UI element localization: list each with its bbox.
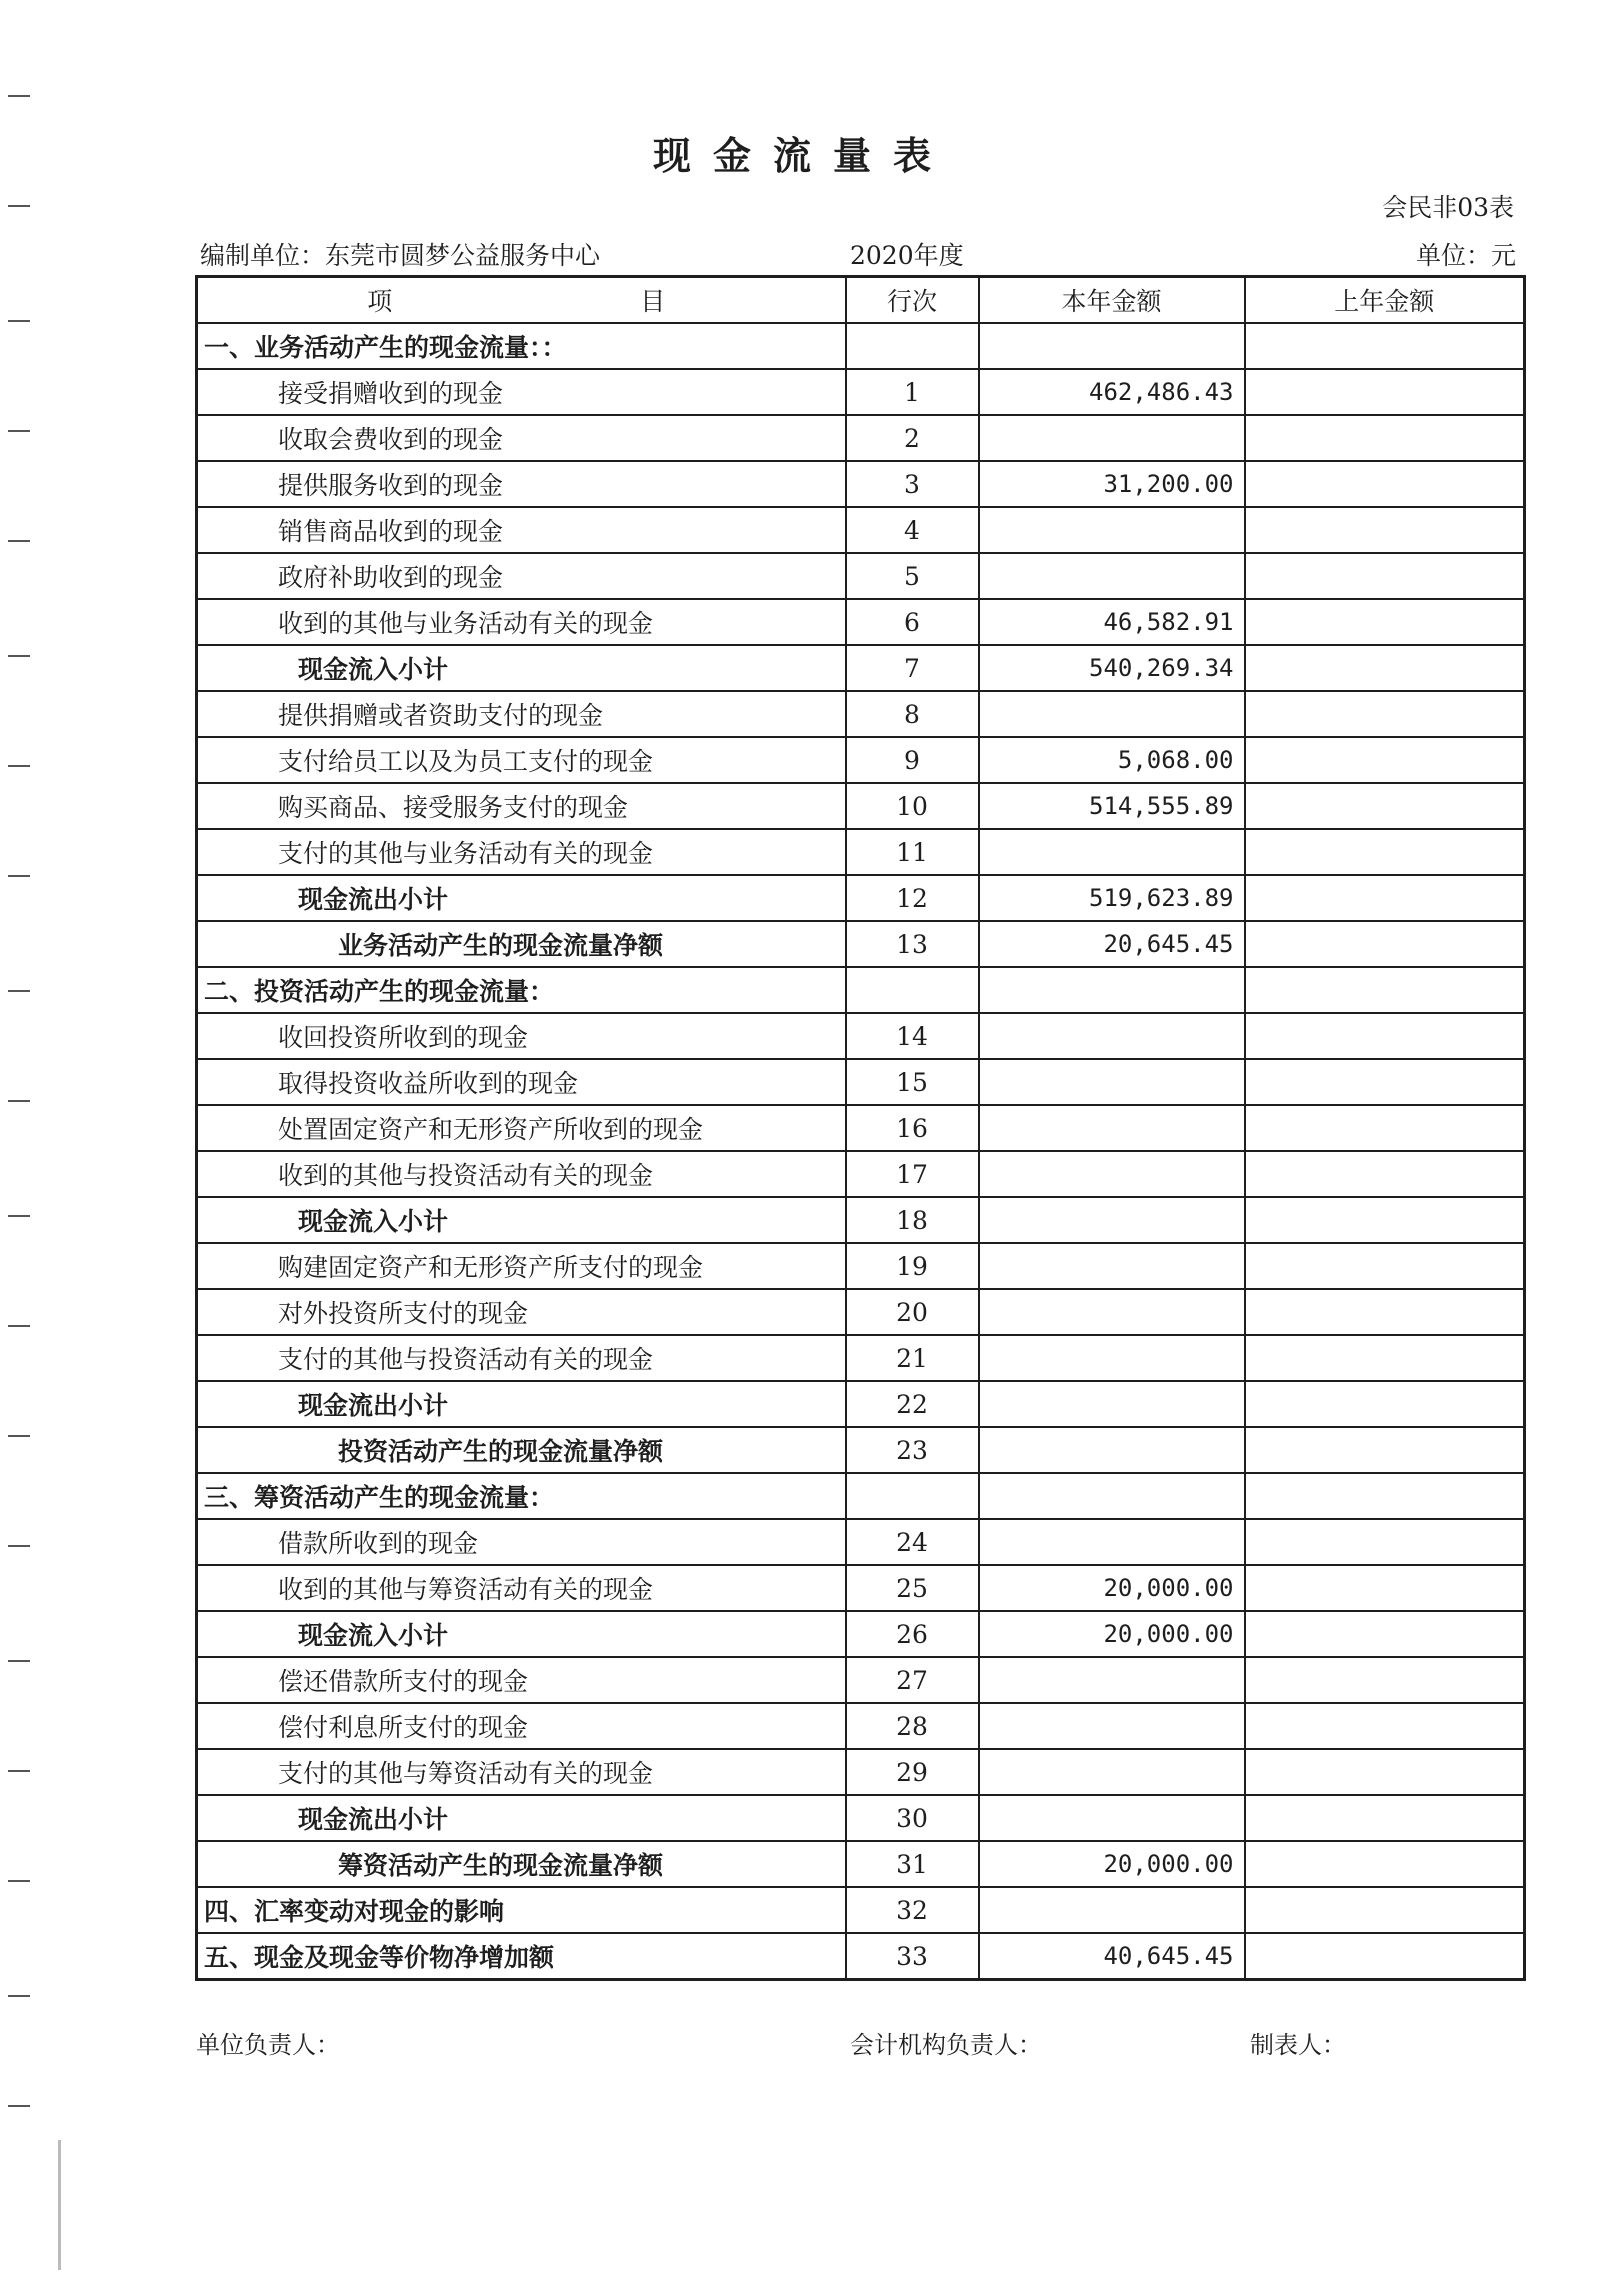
preparing-unit: 编制单位：东莞市圆梦公益服务中心: [200, 241, 601, 270]
scan-margin-mark: [8, 1325, 30, 1327]
row-current-amount: [979, 415, 1245, 461]
currency-unit: 单位：元: [1415, 241, 1516, 270]
row-line-number: 7: [846, 645, 979, 691]
scan-margin-mark: [8, 205, 30, 207]
scan-margin-mark: [8, 1880, 30, 1882]
scan-margin-mark: [8, 990, 30, 992]
table-row: [197, 507, 1525, 553]
row-current-amount: [979, 1749, 1245, 1795]
table-row: [197, 1611, 1525, 1657]
row-previous-amount: [1245, 1887, 1525, 1933]
unit-head-signature: 单位负责人：: [196, 2031, 340, 2059]
row-line-number: [846, 323, 979, 369]
row-line-number: 29: [846, 1749, 979, 1795]
table-row: [197, 1427, 1525, 1473]
scan-margin-mark: [8, 320, 30, 322]
binding-edge: [58, 2140, 61, 2270]
row-item-label: 收取会费收到的现金: [197, 415, 846, 461]
table-row: [197, 1703, 1525, 1749]
table-row: [197, 369, 1525, 415]
column-header-current: 本年金额: [979, 277, 1245, 324]
row-line-number: [846, 1473, 979, 1519]
row-previous-amount: [1245, 829, 1525, 875]
row-item-label: 支付的其他与筹资活动有关的现金: [197, 1749, 846, 1795]
row-item-label: 现金流入小计: [197, 645, 846, 691]
row-item-label: 政府补助收到的现金: [197, 553, 846, 599]
row-previous-amount: [1245, 1565, 1525, 1611]
row-current-amount: [979, 829, 1245, 875]
row-current-amount: [979, 1795, 1245, 1841]
row-item-label: 投资活动产生的现金流量净额: [197, 1427, 846, 1473]
row-line-number: 1: [846, 369, 979, 415]
row-line-number: 5: [846, 553, 979, 599]
scan-margin-mark: [8, 95, 30, 97]
row-line-number: 16: [846, 1105, 979, 1151]
row-previous-amount: [1245, 1013, 1525, 1059]
table-row: [197, 1795, 1525, 1841]
row-item-label: 现金流入小计: [197, 1197, 846, 1243]
page-title: 现金流量表: [652, 133, 953, 178]
row-item-label: 提供服务收到的现金: [197, 461, 846, 507]
row-current-amount: [979, 1013, 1245, 1059]
row-line-number: 9: [846, 737, 979, 783]
row-previous-amount: [1245, 1105, 1525, 1151]
scan-margin-mark: [8, 1435, 30, 1437]
row-previous-amount: [1245, 1381, 1525, 1427]
row-current-amount: [979, 1519, 1245, 1565]
row-current-amount: [979, 553, 1245, 599]
scan-margin-mark: [8, 1100, 30, 1102]
table-row: [197, 783, 1525, 829]
scan-margin-mark: [8, 1770, 30, 1772]
row-current-amount: [979, 967, 1245, 1013]
table-row: [197, 645, 1525, 691]
row-item-label: 取得投资收益所收到的现金: [197, 1059, 846, 1105]
row-line-number: 14: [846, 1013, 979, 1059]
row-line-number: 13: [846, 921, 979, 967]
form-code: 会民非03表: [1382, 193, 1514, 222]
row-item-label: 接受捐赠收到的现金: [197, 369, 846, 415]
row-current-amount: 540,269.34: [979, 645, 1245, 691]
row-item-label: 支付给员工以及为员工支付的现金: [197, 737, 846, 783]
row-previous-amount: [1245, 967, 1525, 1013]
row-current-amount: 20,000.00: [979, 1611, 1245, 1657]
row-previous-amount: [1245, 691, 1525, 737]
row-previous-amount: [1245, 1703, 1525, 1749]
table-row: [197, 1197, 1525, 1243]
table-row: [197, 921, 1525, 967]
row-item-label: 购建固定资产和无形资产所支付的现金: [197, 1243, 846, 1289]
row-item-label: 现金流入小计: [197, 1611, 846, 1657]
table-row: [197, 1887, 1525, 1933]
scan-margin-mark: [8, 1995, 30, 1997]
cash-flow-table: [195, 275, 1526, 1981]
row-line-number: 25: [846, 1565, 979, 1611]
row-previous-amount: [1245, 645, 1525, 691]
table-row: [197, 1289, 1525, 1335]
row-current-amount: 514,555.89: [979, 783, 1245, 829]
table-row: [197, 1749, 1525, 1795]
scan-margin-mark: [8, 1660, 30, 1662]
row-previous-amount: [1245, 1059, 1525, 1105]
row-current-amount: 20,000.00: [979, 1841, 1245, 1887]
row-item-label: 现金流出小计: [197, 875, 846, 921]
row-item-label: 收回投资所收到的现金: [197, 1013, 846, 1059]
row-line-number: 22: [846, 1381, 979, 1427]
scan-margin-mark: [8, 1215, 30, 1217]
row-line-number: [846, 967, 979, 1013]
row-item-label: 支付的其他与业务活动有关的现金: [197, 829, 846, 875]
row-item-label: 二、投资活动产生的现金流量：: [197, 967, 846, 1013]
row-item-label: 现金流出小计: [197, 1381, 846, 1427]
table-row: [197, 553, 1525, 599]
row-previous-amount: [1245, 1611, 1525, 1657]
row-previous-amount: [1245, 1289, 1525, 1335]
scan-margin-mark: [8, 875, 30, 877]
row-item-label: 一、业务活动产生的现金流量：：: [197, 323, 846, 369]
row-current-amount: [979, 1473, 1245, 1519]
row-current-amount: [979, 1289, 1245, 1335]
column-header-item: 项 目: [197, 277, 846, 324]
table-row: [197, 1335, 1525, 1381]
table-row: [197, 461, 1525, 507]
table-row: [197, 1841, 1525, 1887]
table-row: [197, 691, 1525, 737]
row-current-amount: [979, 1151, 1245, 1197]
row-previous-amount: [1245, 1473, 1525, 1519]
row-previous-amount: [1245, 1427, 1525, 1473]
row-previous-amount: [1245, 507, 1525, 553]
row-line-number: 10: [846, 783, 979, 829]
row-item-label: 处置固定资产和无形资产所收到的现金: [197, 1105, 846, 1151]
row-current-amount: [979, 1105, 1245, 1151]
row-current-amount: [979, 1243, 1245, 1289]
row-previous-amount: [1245, 737, 1525, 783]
row-line-number: 4: [846, 507, 979, 553]
row-current-amount: [979, 1335, 1245, 1381]
row-line-number: 31: [846, 1841, 979, 1887]
row-line-number: 20: [846, 1289, 979, 1335]
table-row: [197, 1473, 1525, 1519]
row-previous-amount: [1245, 415, 1525, 461]
row-item-label: 收到的其他与投资活动有关的现金: [197, 1151, 846, 1197]
row-line-number: 33: [846, 1933, 979, 1980]
table-row: [197, 1933, 1525, 1980]
row-line-number: 30: [846, 1795, 979, 1841]
table-row: [197, 1243, 1525, 1289]
table-row: [197, 599, 1525, 645]
row-previous-amount: [1245, 921, 1525, 967]
row-line-number: 21: [846, 1335, 979, 1381]
row-item-label: 偿还借款所支付的现金: [197, 1657, 846, 1703]
row-current-amount: [979, 1197, 1245, 1243]
row-previous-amount: [1245, 323, 1525, 369]
row-previous-amount: [1245, 1795, 1525, 1841]
row-current-amount: 40,645.45: [979, 1933, 1245, 1980]
row-line-number: 26: [846, 1611, 979, 1657]
scan-margin-mark: [8, 655, 30, 657]
row-current-amount: [979, 323, 1245, 369]
row-previous-amount: [1245, 461, 1525, 507]
row-current-amount: [979, 1887, 1245, 1933]
fiscal-year: 2020年度: [850, 241, 964, 270]
row-line-number: 6: [846, 599, 979, 645]
table-row: [197, 1381, 1525, 1427]
row-current-amount: [979, 1381, 1245, 1427]
row-current-amount: 31,200.00: [979, 461, 1245, 507]
preparer-signature: 制表人：: [1250, 2031, 1346, 2059]
row-item-label: 收到的其他与筹资活动有关的现金: [197, 1565, 846, 1611]
row-current-amount: 519,623.89: [979, 875, 1245, 921]
row-line-number: 18: [846, 1197, 979, 1243]
row-previous-amount: [1245, 875, 1525, 921]
row-line-number: 19: [846, 1243, 979, 1289]
row-line-number: 17: [846, 1151, 979, 1197]
row-previous-amount: [1245, 1657, 1525, 1703]
table-row: [197, 1059, 1525, 1105]
row-item-label: 四、汇率变动对现金的影响: [197, 1887, 846, 1933]
row-current-amount: 5,068.00: [979, 737, 1245, 783]
row-previous-amount: [1245, 1243, 1525, 1289]
table-row: [197, 1565, 1525, 1611]
scan-margin-mark: [8, 1545, 30, 1547]
table-row: [197, 1105, 1525, 1151]
row-item-label: 五、现金及现金等价物净增加额: [197, 1933, 846, 1980]
row-current-amount: 20,000.00: [979, 1565, 1245, 1611]
row-line-number: 12: [846, 875, 979, 921]
table-row: [197, 875, 1525, 921]
row-current-amount: [979, 1657, 1245, 1703]
row-line-number: 27: [846, 1657, 979, 1703]
scan-margin-mark: [8, 2105, 30, 2107]
row-previous-amount: [1245, 369, 1525, 415]
row-item-label: 支付的其他与投资活动有关的现金: [197, 1335, 846, 1381]
row-previous-amount: [1245, 1749, 1525, 1795]
row-previous-amount: [1245, 599, 1525, 645]
row-item-label: 收到的其他与业务活动有关的现金: [197, 599, 846, 645]
row-previous-amount: [1245, 1197, 1525, 1243]
row-line-number: 24: [846, 1519, 979, 1565]
table-row: [197, 1519, 1525, 1565]
column-header-previous: 上年金额: [1245, 277, 1525, 324]
row-item-label: 三、筹资活动产生的现金流量：: [197, 1473, 846, 1519]
table-row: [197, 1657, 1525, 1703]
row-previous-amount: [1245, 783, 1525, 829]
row-item-label: 筹资活动产生的现金流量净额: [197, 1841, 846, 1887]
row-item-label: 对外投资所支付的现金: [197, 1289, 846, 1335]
row-item-label: 业务活动产生的现金流量净额: [197, 921, 846, 967]
row-current-amount: 46,582.91: [979, 599, 1245, 645]
row-item-label: 偿付利息所支付的现金: [197, 1703, 846, 1749]
row-previous-amount: [1245, 1335, 1525, 1381]
row-item-label: 现金流出小计: [197, 1795, 846, 1841]
row-current-amount: 20,645.45: [979, 921, 1245, 967]
row-current-amount: 462,486.43: [979, 369, 1245, 415]
table-row: [197, 737, 1525, 783]
row-line-number: 32: [846, 1887, 979, 1933]
row-current-amount: [979, 691, 1245, 737]
table-row: [197, 1151, 1525, 1197]
row-previous-amount: [1245, 553, 1525, 599]
row-previous-amount: [1245, 1519, 1525, 1565]
table-row: [197, 967, 1525, 1013]
column-header-row: 行次: [846, 277, 979, 324]
table-row: [197, 1013, 1525, 1059]
row-item-label: 提供捐赠或者资助支付的现金: [197, 691, 846, 737]
row-current-amount: [979, 1427, 1245, 1473]
row-item-label: 销售商品收到的现金: [197, 507, 846, 553]
scan-margin-mark: [8, 540, 30, 542]
row-item-label: 购买商品、接受服务支付的现金: [197, 783, 846, 829]
row-item-label: 借款所收到的现金: [197, 1519, 846, 1565]
accounting-head-signature: 会计机构负责人：: [850, 2031, 1042, 2059]
row-line-number: 3: [846, 461, 979, 507]
row-previous-amount: [1245, 1933, 1525, 1980]
row-current-amount: [979, 1703, 1245, 1749]
row-line-number: 11: [846, 829, 979, 875]
row-line-number: 23: [846, 1427, 979, 1473]
table-row: [197, 323, 1525, 369]
row-line-number: 8: [846, 691, 979, 737]
row-current-amount: [979, 507, 1245, 553]
row-line-number: 2: [846, 415, 979, 461]
row-previous-amount: [1245, 1841, 1525, 1887]
scan-margin-mark: [8, 430, 30, 432]
table-row: [197, 415, 1525, 461]
row-line-number: 28: [846, 1703, 979, 1749]
row-line-number: 15: [846, 1059, 979, 1105]
scan-margin-mark: [8, 765, 30, 767]
table-header-row: [197, 277, 1525, 324]
row-previous-amount: [1245, 1151, 1525, 1197]
row-current-amount: [979, 1059, 1245, 1105]
table-row: [197, 829, 1525, 875]
